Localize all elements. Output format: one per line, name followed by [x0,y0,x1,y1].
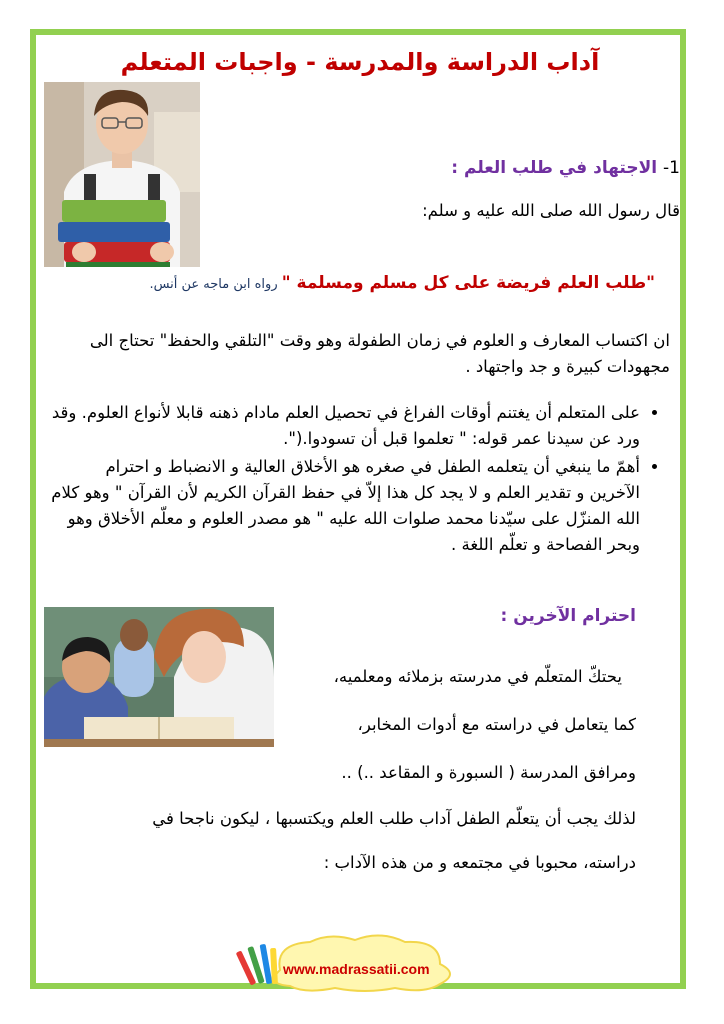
hadith-narration: رواه ابن ماجه عن أنس. [149,277,282,292]
section2-line: لذلك يجب أن يتعلّم الطفل آداب طلب العلم ويكتسبها ، ليكون ناجحا في [152,809,636,828]
section1-intro: قال رسول الله صلى الله عليه و سلم: [422,201,680,220]
section1-paragraph: ان اكتساب المعارف و العلوم في زمان الطفولة وهو وقت "التلقي والحفظ" تحتاج الى مجهودات كبيرة و جد واجتهاد . [89,331,670,376]
website-url: www.madrassatii.com [283,961,430,977]
section2-line: ومرافق المدرسة ( السبورة و المقاعد ..) .. [341,763,636,782]
student-with-books-photo [44,82,200,267]
page-title: آداب الدراسة والمدرسة - واجبات المتعلم [120,48,600,76]
bullet-item: • على المتعلم أن يغتنم أوقات الفراغ في تحصيل العلم مادام ذهنه قابلا لأنواع العلوم. وقد ورد عن سيدنا عمر قوله: " تعلموا قبل أن تسودوا.(". [50,400,640,452]
section1-number: 1- [663,158,680,178]
teacher-helping-student-photo [44,607,274,747]
section1-heading-text: الاجتهاد في طلب العلم : [451,158,664,178]
hadith-line [60,270,655,298]
section1-heading [300,158,680,178]
section2-line: دراسته، محبوبا في مجتمعه و من هذه الآداب : [323,853,636,872]
bullet-item: • أهمّ ما ينبغي أن يتعلمه الطفل في صغره هو الأخلاق العالية و الانضباط و احترام الآخرين و تقدير العلم و لا يجد كل هذا إلاّ في حفظ القرآن الكريم لأن القرآن " وهو كلام الله المنزّل على سيّدنا محمد صلوات الله عليه " هو مصدر العلوم و معلّم الأخلاق وهو وبحر الفصاحة و تعلّم اللغة . [50,454,640,558]
section2-line: يحتكّ المتعلّم في مدرسته بزملائه ومعلميه، [333,667,622,686]
hadith-quote: "طلب العلم فريضة على كل مسلم ومسلمة " [281,273,655,293]
section2-line: كما يتعامل في دراسته مع أدوات المخابر، [357,715,636,734]
site-logo [235,930,480,994]
section2-heading: احترام الآخرين : [500,606,636,626]
section1-bullets [50,400,662,560]
